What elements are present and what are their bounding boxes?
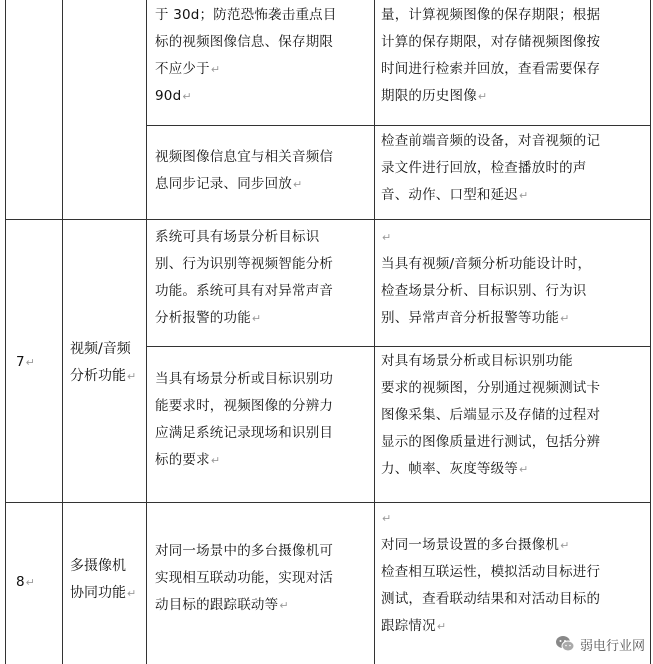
requirement-cell-cont-2: 视频图像信息宜与相关音频信 息同步记录、同步回放↵ [155,149,334,192]
row-number-7: 7↵ [16,354,35,370]
col-line-2 [146,0,147,664]
requirement-cell-cont-1: 于 30d；防范恐怖袭击重点目 标的视频图像信息、保存期限 不应少于↵ 90d↵ [155,7,337,104]
watermark-text: 弱电行业网 [579,638,645,654]
row-line-7-top [5,219,651,220]
paragraph-mark: ↵ [293,178,303,191]
paragraph-mark: ↵ [251,312,262,325]
check-cell-8-1: ↵ 对同一场景设置的多台摄像机↵ 检查相互联运性，模拟活动目标进行 测试，查看联动结果和对活动目标的 跟踪情况↵ [381,512,601,634]
row-line-cont-inner [146,125,651,126]
requirement-cell-7-2: 当具有场景分析或目标识别功 能要求时，视频图像的分辨力 应满足系统记录现场和识别目 标的要求↵ [155,371,334,468]
check-cell-7-2: 对具有场景分析或目标识别功能 要求的视频图，分别通过视频测试卡 图像采集、后端显示及存储的过程对 显示的图像质量进行测试，包括分辨 力、帧率、灰度等级等↵ [381,353,601,477]
paragraph-mark: ↵ [519,463,529,476]
row-line-8-top [5,502,651,503]
check-cell-7-1: ↵ 当具有视频/音频分析功能设计时， 检查场景分析、目标识别、行为识 别、异常声音分析报警等功能↵ [381,231,592,326]
function-cell-8: 多摄像机 协同功能↵ [70,558,137,601]
row-line-7-inner [146,346,651,347]
row-number-8: 8↵ [16,574,35,590]
paragraph-mark: ↵ [210,63,221,76]
paragraph-mark: ↵ [210,454,221,467]
paragraph-mark: ↵ [519,189,529,202]
paragraph-mark: ↵ [127,587,137,600]
watermark [555,634,645,654]
paragraph-mark: ↵ [182,90,192,103]
paragraph-mark: ↵ [436,620,447,633]
paragraph-mark: ↵ [279,599,289,612]
col-line-3 [374,0,375,664]
paragraph-mark: ↵ [25,576,35,589]
paragraph-mark: ↵ [560,312,570,325]
requirement-cell-7-1: 系统可具有场景分析目标识 别、行为识别等视频智能分析 功能。系统可具有对异常声音 分析报警的功能↵ [155,229,334,326]
paragraph-mark: ↵ [127,370,137,383]
requirement-cell-8-1: 对同一场景中的多台摄像机可 实现相互联动功能，实现对活 动目标的跟踪联动等↵ [155,543,334,613]
paragraph-mark: ↵ [477,90,488,103]
col-line-1 [62,0,63,664]
check-cell-cont-1: 量，计算视频图像的保存期限；根据 计算的保存期限，对存储视频图像按 时间进行检索并回放，查看需要保存 期限的历史图像↵ [381,7,601,104]
col-line-right [650,0,651,664]
check-cell-cont-2: 检查前端音频的设备，对音视频的记 录文件进行回放，检查播放时的声 音、动作、口型和延迟↵ [381,133,601,203]
paragraph-mark: ↵ [25,356,35,369]
col-line-left [5,0,6,664]
function-cell-7: 视频/音频 分析功能↵ [70,341,137,384]
wechat-icon [555,634,575,654]
paragraph-mark: ↵ [560,539,570,552]
